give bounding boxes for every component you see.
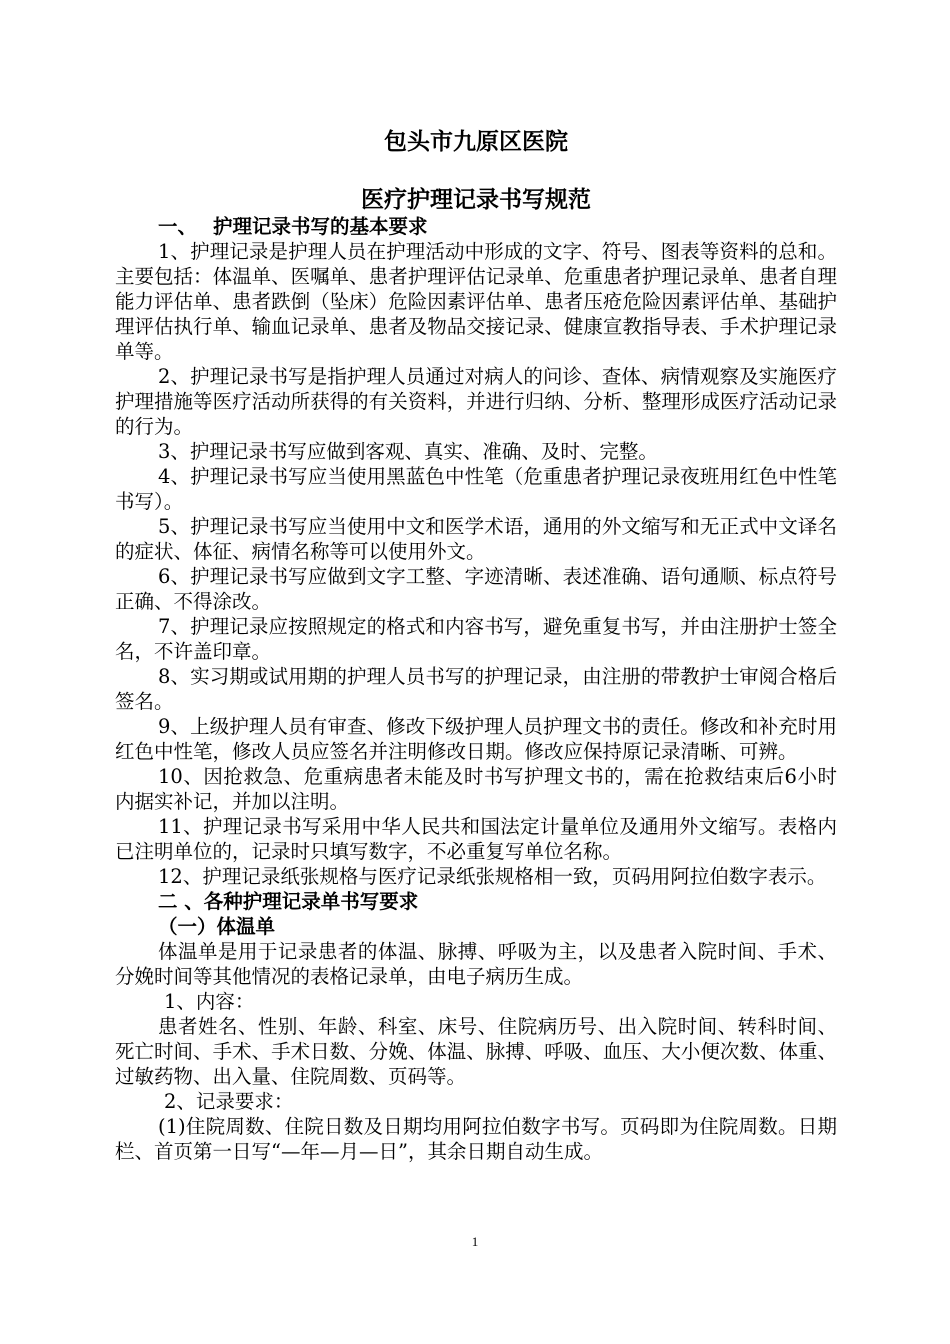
content-label: 1、内容：	[164, 990, 255, 1013]
section-2-heading: 二 、各种护理记录单书写要求	[158, 890, 419, 913]
hospital-title: 包头市九原区医院	[384, 128, 568, 155]
section-1-item-4: 4、护理记录书写应当使用黑蓝色中性笔（危重患者护理记录夜班用红色中性笔书写）。	[115, 465, 837, 513]
section-1-item-6: 6、护理记录书写应做到文字工整、字迹清晰、表述准确、语句通顺、标点符号正确、不得涂改。	[115, 565, 837, 613]
page-number: 1	[471, 1234, 479, 1249]
temperature-chart-intro: 体温单是用于记录患者的体温、脉搏、呼吸为主，以及患者入院时间、手术、分娩时间等其他情况的表格记录单，由电子病历生成。	[115, 940, 837, 988]
section-1-item-3: 3、护理记录书写应做到客观、真实、准确、及时、完整。	[158, 440, 658, 463]
section-1-item-7: 7、护理记录应按照规定的格式和内容书写，避免重复书写，并由注册护士签全名，不许盖印章。	[115, 615, 837, 663]
section-1-item-10: 10、因抢救急、危重病患者未能及时书写护理文书的，需在抢救结束后6小时内据实补记，并加以注明。	[115, 765, 837, 813]
document-subtitle: 医疗护理记录书写规范	[361, 186, 591, 213]
requirement-1: (1)住院周数、住院日数及日期均用阿拉伯数字书写。页码即为住院周数。日期栏、首页第一日写“—年—月—日”，其余日期自动生成。	[115, 1115, 837, 1163]
document-body	[115, 128, 837, 1164]
section-1-heading	[115, 214, 837, 239]
section-1-title: 护理记录书写的基本要求	[213, 215, 428, 238]
content-text: 患者姓名、性别、年龄、科室、床号、住院病历号、出入院时间、转科时间、死亡时间、手术、手术日数、分娩、体温、脉搏、呼吸、血压、大小便次数、体重、过敏药物、出入量、住院周数、页码等。	[115, 1015, 837, 1088]
section-1-item-12: 12、护理记录纸张规格与医疗记录纸张规格相一致，页码用阿拉伯数字表示。	[158, 865, 827, 888]
section-1-item-5: 5、护理记录书写应当使用中文和医学术语，通用的外文缩写和无正式中文译名的症状、体征、病情名称等可以使用外文。	[115, 515, 837, 563]
section-1-item-1: 1、护理记录是护理人员在护理活动中形成的文字、符号、图表等资料的总和。主要包括：体温单、医嘱单、患者护理评估记录单、危重患者护理记录单、患者自理能力评估单、患者跌倒（坠床）危险因素评估单、患者压疮危险因素评估单、基础护理评估执行单、输血记录单、患者及物品交接记录、健康宣教指导表、手术护理记录单等。	[115, 240, 837, 363]
section-1-number: 一、	[158, 215, 198, 238]
section-1-item-11: 11、护理记录书写采用中华人民共和国法定计量单位及通用外文缩写。表格内已注明单位的，记录时只填写数字，不必重复写单位名称。	[115, 815, 837, 863]
section-2-sub-1-heading: （一）体温单	[158, 915, 276, 938]
section-1-item-8: 8、实习期或试用期的护理人员书写的护理记录，由注册的带教护士审阅合格后签名。	[115, 665, 837, 713]
section-1-item-9: 9、上级护理人员有审查、修改下级护理人员护理文书的责任。修改和补充时用红色中性笔，修改人员应签名并注明修改日期。修改应保持原记录清晰、可辨。	[115, 715, 837, 763]
requirements-label: 2、记录要求：	[164, 1090, 294, 1113]
section-1-item-2: 2、护理记录书写是指护理人员通过对病人的问诊、查体、病情观察及实施医疗护理措施等医疗活动所获得的有关资料，并进行归纳、分析、整理形成医疗活动记录的行为。	[115, 365, 837, 438]
